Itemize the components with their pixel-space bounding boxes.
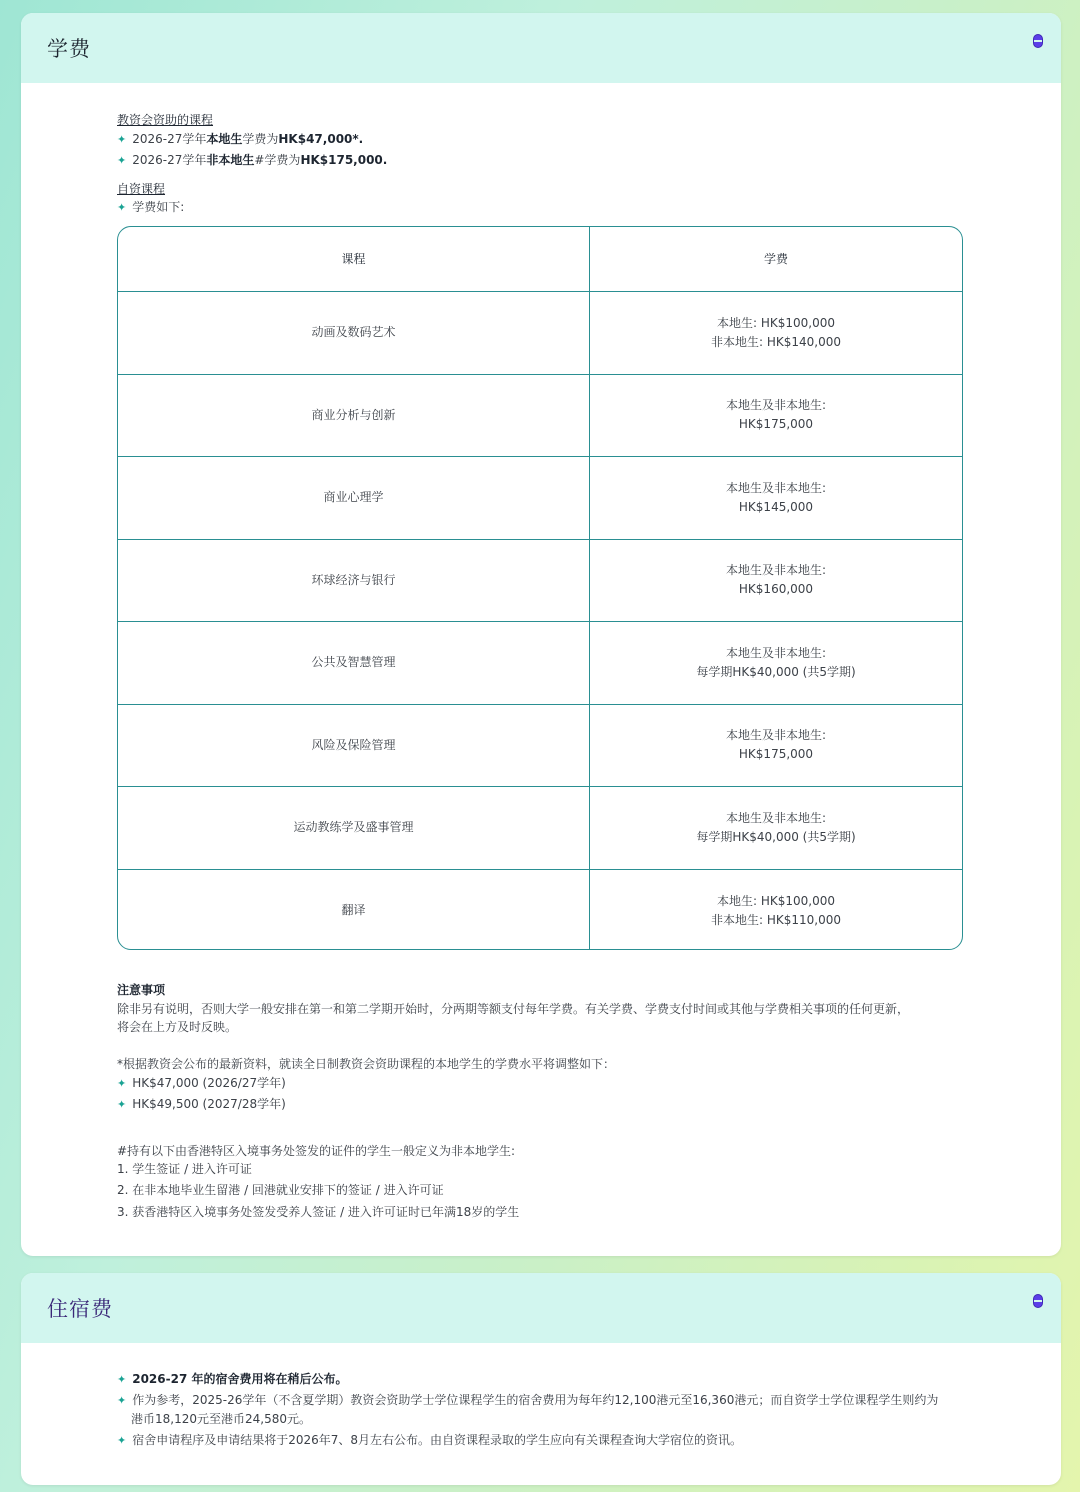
fee-line: 每学期HK$40,000 (共5学期) (696, 664, 856, 679)
collapse-toggle-icon[interactable] (1033, 34, 1043, 48)
notes-paragraph-line2: 将会在上方及时反映。 (117, 1020, 238, 1034)
table-row (118, 870, 962, 951)
programme-cell: 公共及智慧管理 (118, 622, 590, 704)
header-programme: 课程 (118, 227, 590, 291)
hash-item-2: 2. 在非本地毕业生留港 / 回港就业安排下的签证 / 进入许可证 (117, 1183, 444, 1197)
programme-cell: 商业分析与创新 (118, 375, 590, 457)
table-row (118, 375, 962, 458)
programme-cell: 风险及保险管理 (118, 705, 590, 787)
collapse-toggle-icon[interactable] (1033, 1294, 1043, 1308)
bullet-icon: ✦ (117, 1098, 127, 1111)
table-row (118, 292, 962, 375)
fee-cell (590, 870, 962, 951)
fee-line: HK$175,000 (738, 747, 814, 762)
programme-cell: 运动教练学及盛事管理 (118, 787, 590, 869)
hash-item-3: 3. 获香港特区入境事务处签发受养人签证 / 进入许可证时已年满18岁的学生 (117, 1205, 520, 1219)
housing-item-2-cont: 港币18,120元至港币24,580元。 (131, 1412, 311, 1426)
table-row (118, 705, 962, 788)
table-row (118, 540, 962, 623)
self-financed-heading: 自资课程 (117, 182, 166, 196)
subsidised-item-local: ✦ 2026-27学年本地生学费为HK$47,000*. (117, 132, 364, 146)
fee-line: 本地生及非本地生: (725, 398, 827, 413)
bullet-icon: ✦ (117, 133, 127, 146)
housing-fees-panel (21, 1273, 1061, 1485)
fee-line: 本地生及非本地生: (725, 810, 827, 825)
fee-cell (590, 787, 962, 869)
bullet-icon: ✦ (117, 1373, 127, 1386)
fee-cell (590, 292, 962, 374)
fee-cell (590, 622, 962, 704)
housing-fees-title: 住宿费 (47, 1297, 113, 1321)
bullet-icon: ✦ (117, 1394, 127, 1407)
housing-item-1: ✦ 2026-27 年的宿舍费用将在稍后公布。 (117, 1372, 348, 1386)
fee-line: 本地生及非本地生: (725, 728, 827, 743)
fee-line: 每学期HK$40,000 (共5学期) (696, 829, 856, 844)
table-row (118, 787, 962, 870)
fee-line: HK$175,000 (738, 417, 814, 432)
fee-line: 本地生: HK$100,000 (716, 893, 835, 908)
fee-line: 非本地生: HK$110,000 (710, 912, 841, 927)
bullet-icon: ✦ (117, 154, 127, 167)
programme-cell: 环球经济与银行 (118, 540, 590, 622)
table-row (118, 457, 962, 540)
fee-cell (590, 375, 962, 457)
fee-line: 非本地生: HK$140,000 (710, 334, 841, 349)
tuition-fees-panel (21, 13, 1061, 1256)
asterisk-item-1: ✦ HK$47,000 (2026/27学年) (117, 1076, 286, 1090)
notes-heading: 注意事项 (117, 983, 166, 997)
housing-item-2: ✦ 作为参考，2025-26学年（不含夏学期）教资会资助学士学位课程学生的宿舍费用为每年约12,100港元至16,360港元；而自资学士学位课程学生则约为 (117, 1393, 939, 1407)
bullet-icon: ✦ (117, 201, 127, 214)
notes-paragraph-line1: 除非另有说明，否则大学一般安排在第一和第二学期开始时，分两期等额支付每年学费。有关学费、学费支付时间或其他与学费相关事项的任何更新， (117, 1002, 910, 1016)
self-financed-intro: ✦ 学费如下: (117, 200, 185, 214)
bullet-icon: ✦ (117, 1077, 127, 1090)
subsidised-heading: 教资会资助的课程 (117, 113, 214, 127)
housing-item-3: ✦ 宿舍申请程序及申请结果将于2026年7、8月左右公布。由自资课程录取的学生应向有关课程查询大学宿位的资讯。 (117, 1433, 743, 1447)
fee-line: 本地生: HK$100,000 (716, 315, 835, 330)
fee-line: 本地生及非本地生: (725, 645, 827, 660)
asterisk-note: *根据教资会公布的最新资料，就读全日制教资会资助课程的本地学生的学费水平将调整如下： (117, 1057, 616, 1071)
fee-line: HK$160,000 (738, 582, 814, 597)
fee-cell (590, 540, 962, 622)
housing-content (117, 1273, 967, 1485)
tuition-fees-title: 学费 (47, 37, 91, 61)
programme-cell: 商业心理学 (118, 457, 590, 539)
bullet-icon: ✦ (117, 1434, 127, 1447)
programme-cell: 翻译 (118, 870, 590, 951)
hash-note: #持有以下由香港特区入境事务处签发的证件的学生一般定义为非本地学生: (117, 1144, 516, 1158)
fee-cell (590, 457, 962, 539)
table-row (118, 622, 962, 705)
programme-cell: 动画及数码艺术 (118, 292, 590, 374)
fee-line: 本地生及非本地生: (725, 480, 827, 495)
header-fee: 学费 (763, 251, 788, 266)
subsidised-item-nonlocal: ✦ 2026-27学年非本地生#学费为HK$175,000. (117, 153, 388, 167)
hash-item-1: 1. 学生签证 / 进入许可证 (117, 1162, 252, 1176)
fee-line: 本地生及非本地生: (725, 563, 827, 578)
table-header-row (118, 227, 962, 292)
fees-table (117, 226, 963, 950)
fee-cell (590, 705, 962, 787)
fee-line: HK$145,000 (738, 499, 814, 514)
asterisk-item-2: ✦ HK$49,500 (2027/28学年) (117, 1097, 286, 1111)
